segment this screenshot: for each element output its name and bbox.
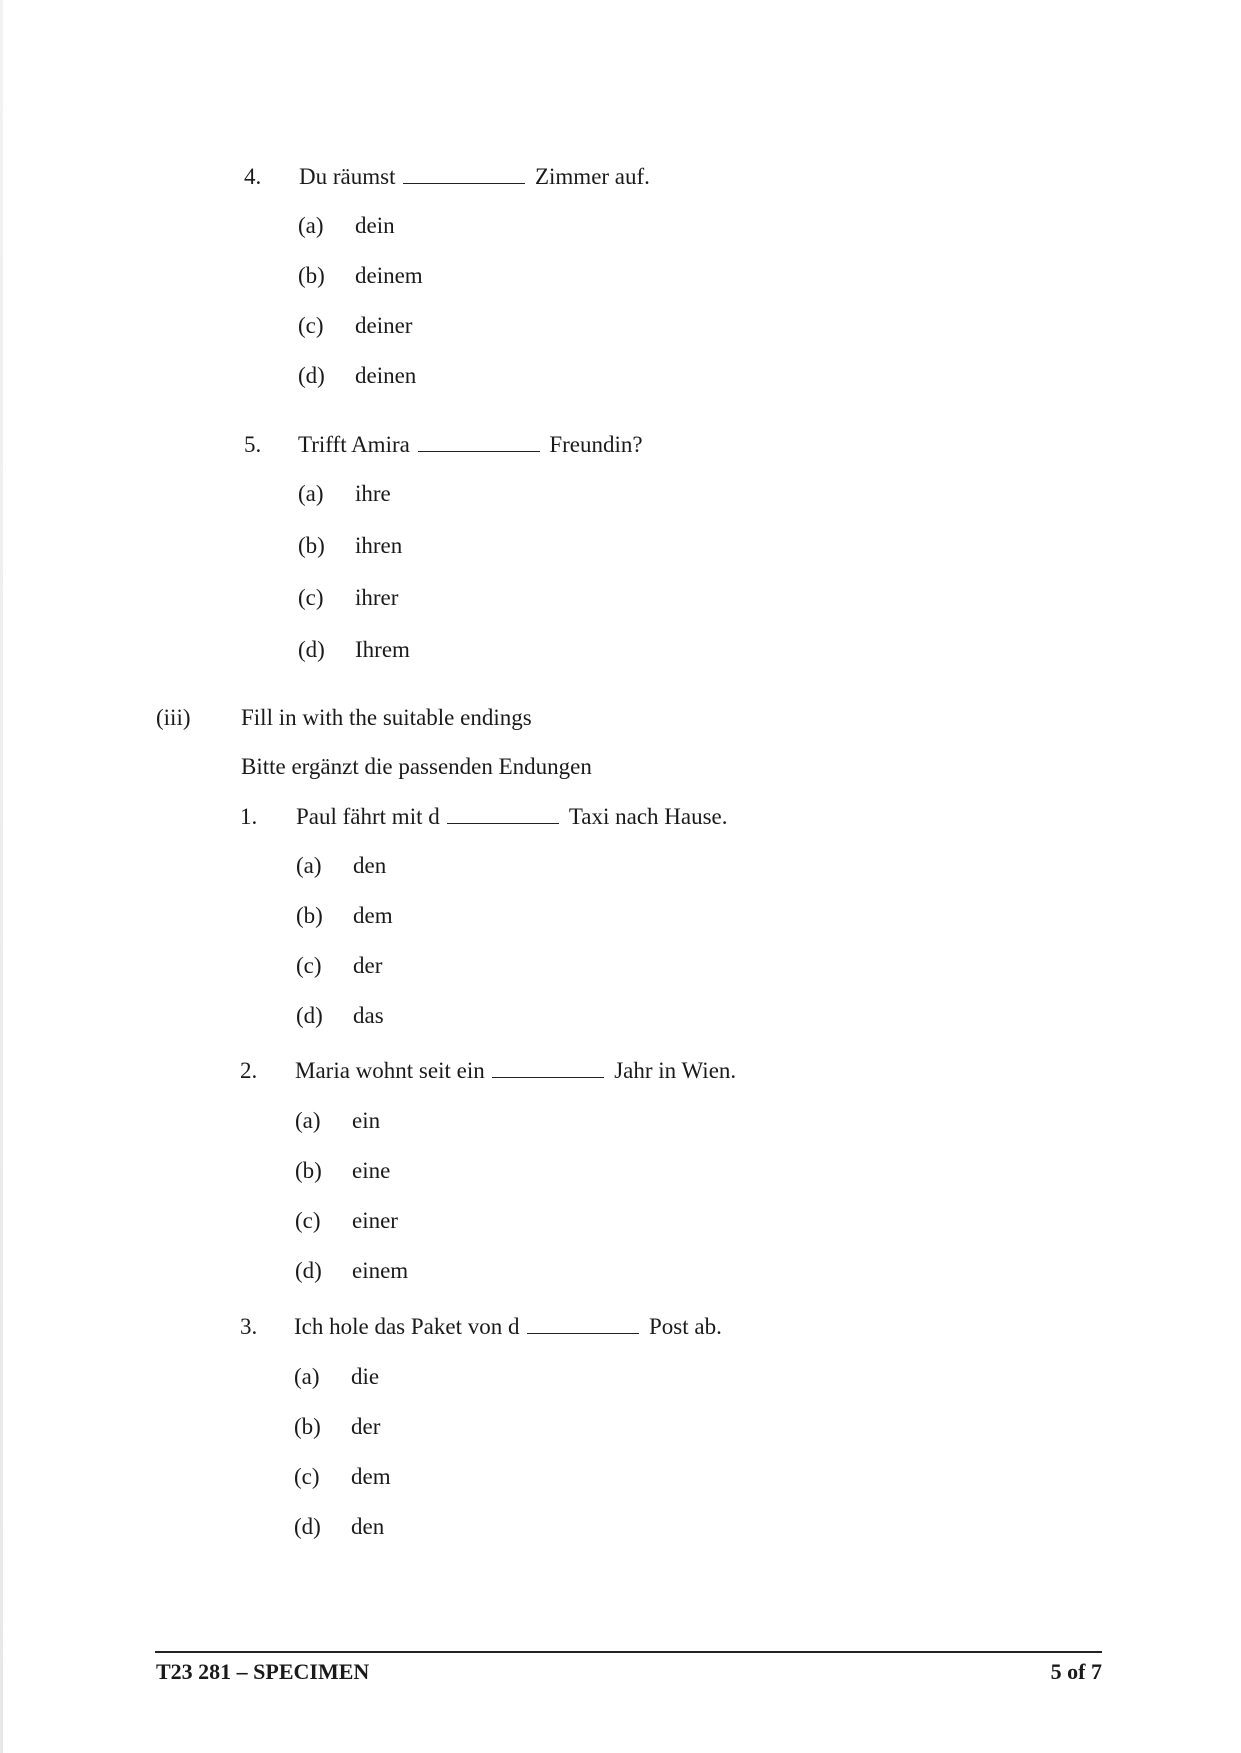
option-item [298,264,423,287]
option-item [295,1109,380,1132]
question-text [294,1315,722,1338]
footer-code: T23 281 – SPECIMEN [156,1659,370,1684]
option-label: (a) [295,1108,321,1133]
question-number: 4. [244,164,262,189]
footer-divider [155,1651,1102,1653]
question-number: 5. [244,432,262,457]
option-text: ein [352,1108,381,1133]
question-before: Trifft Amira [298,432,410,457]
option-text: das [353,1003,384,1028]
option-label: (b) [295,1158,322,1183]
option-label: (c) [298,313,324,338]
option-text: ihre [355,481,391,506]
option-label: (a) [294,1364,320,1389]
question-before: Maria wohnt seit ein [295,1058,485,1083]
question-number: 2. [240,1058,258,1083]
question-after: Freundin? [549,432,643,457]
option-item [294,1515,384,1538]
option-label: (b) [296,903,323,928]
option-text: dem [351,1464,391,1489]
option-text: einem [352,1258,409,1283]
option-item [296,1004,384,1027]
page-number: 5 of 7 [1050,1659,1102,1684]
option-item [298,586,398,609]
option-label: (a) [298,213,324,238]
option-label: (d) [298,363,325,388]
option-label: (b) [298,263,325,288]
answer-blank[interactable] [527,1332,639,1334]
option-text: Ihrem [355,637,410,662]
question-text [296,805,728,828]
option-text: ihren [355,533,403,558]
option-label: (b) [294,1414,321,1439]
option-label: (c) [294,1464,320,1489]
instruction-english: Fill in with the suitable endings [241,705,532,730]
option-text: einer [352,1208,398,1233]
question-before: Du räumst [299,164,396,189]
option-text: deinem [355,263,423,288]
answer-blank[interactable] [447,822,559,824]
question-after: Jahr in Wien. [614,1058,737,1083]
option-item [296,854,386,877]
option-label: (d) [294,1514,321,1539]
option-label: (d) [295,1258,322,1283]
question-number: 3. [240,1314,258,1339]
option-text: eine [352,1158,391,1183]
question-text [298,433,643,456]
option-label: (a) [296,853,322,878]
option-text: den [353,853,387,878]
option-text: ihrer [355,585,399,610]
option-item [295,1259,408,1282]
option-text: den [351,1514,385,1539]
option-text: die [351,1364,380,1389]
question-before: Ich hole das Paket von d [294,1314,520,1339]
option-text: dein [355,213,395,238]
question-text [295,1059,736,1082]
question-text [299,165,650,188]
option-item [298,534,402,557]
option-label: (c) [295,1208,321,1233]
option-label: (c) [296,953,322,978]
option-text: der [353,953,383,978]
option-item [294,1465,391,1488]
option-text: der [351,1414,381,1439]
question-after: Post ab. [648,1314,722,1339]
option-item [298,314,412,337]
option-label: (b) [298,533,325,558]
question-before: Paul fährt mit d [296,804,440,829]
option-item [298,638,410,661]
scan-edge [0,0,3,1753]
option-text: dem [353,903,393,928]
answer-blank[interactable] [403,182,525,184]
instruction-german: Bitte ergänzt die passenden Endungen [241,754,592,779]
option-text: deinen [355,363,417,388]
option-item [294,1365,379,1388]
option-item [295,1159,390,1182]
option-item [295,1209,398,1232]
option-item [294,1415,380,1438]
question-number: 1. [240,804,258,829]
answer-blank[interactable] [492,1076,604,1078]
option-label: (c) [298,585,324,610]
option-label: (d) [296,1003,323,1028]
option-item [298,214,395,237]
option-text: deiner [355,313,413,338]
option-label: (d) [298,637,325,662]
option-item [298,482,391,505]
answer-blank[interactable] [418,450,540,452]
option-item [296,954,382,977]
option-item [296,904,393,927]
option-label: (a) [298,481,324,506]
question-after: Zimmer auf. [534,164,650,189]
section-marker: (iii) [156,705,191,730]
option-item [298,364,416,387]
question-after: Taxi nach Hause. [568,804,728,829]
